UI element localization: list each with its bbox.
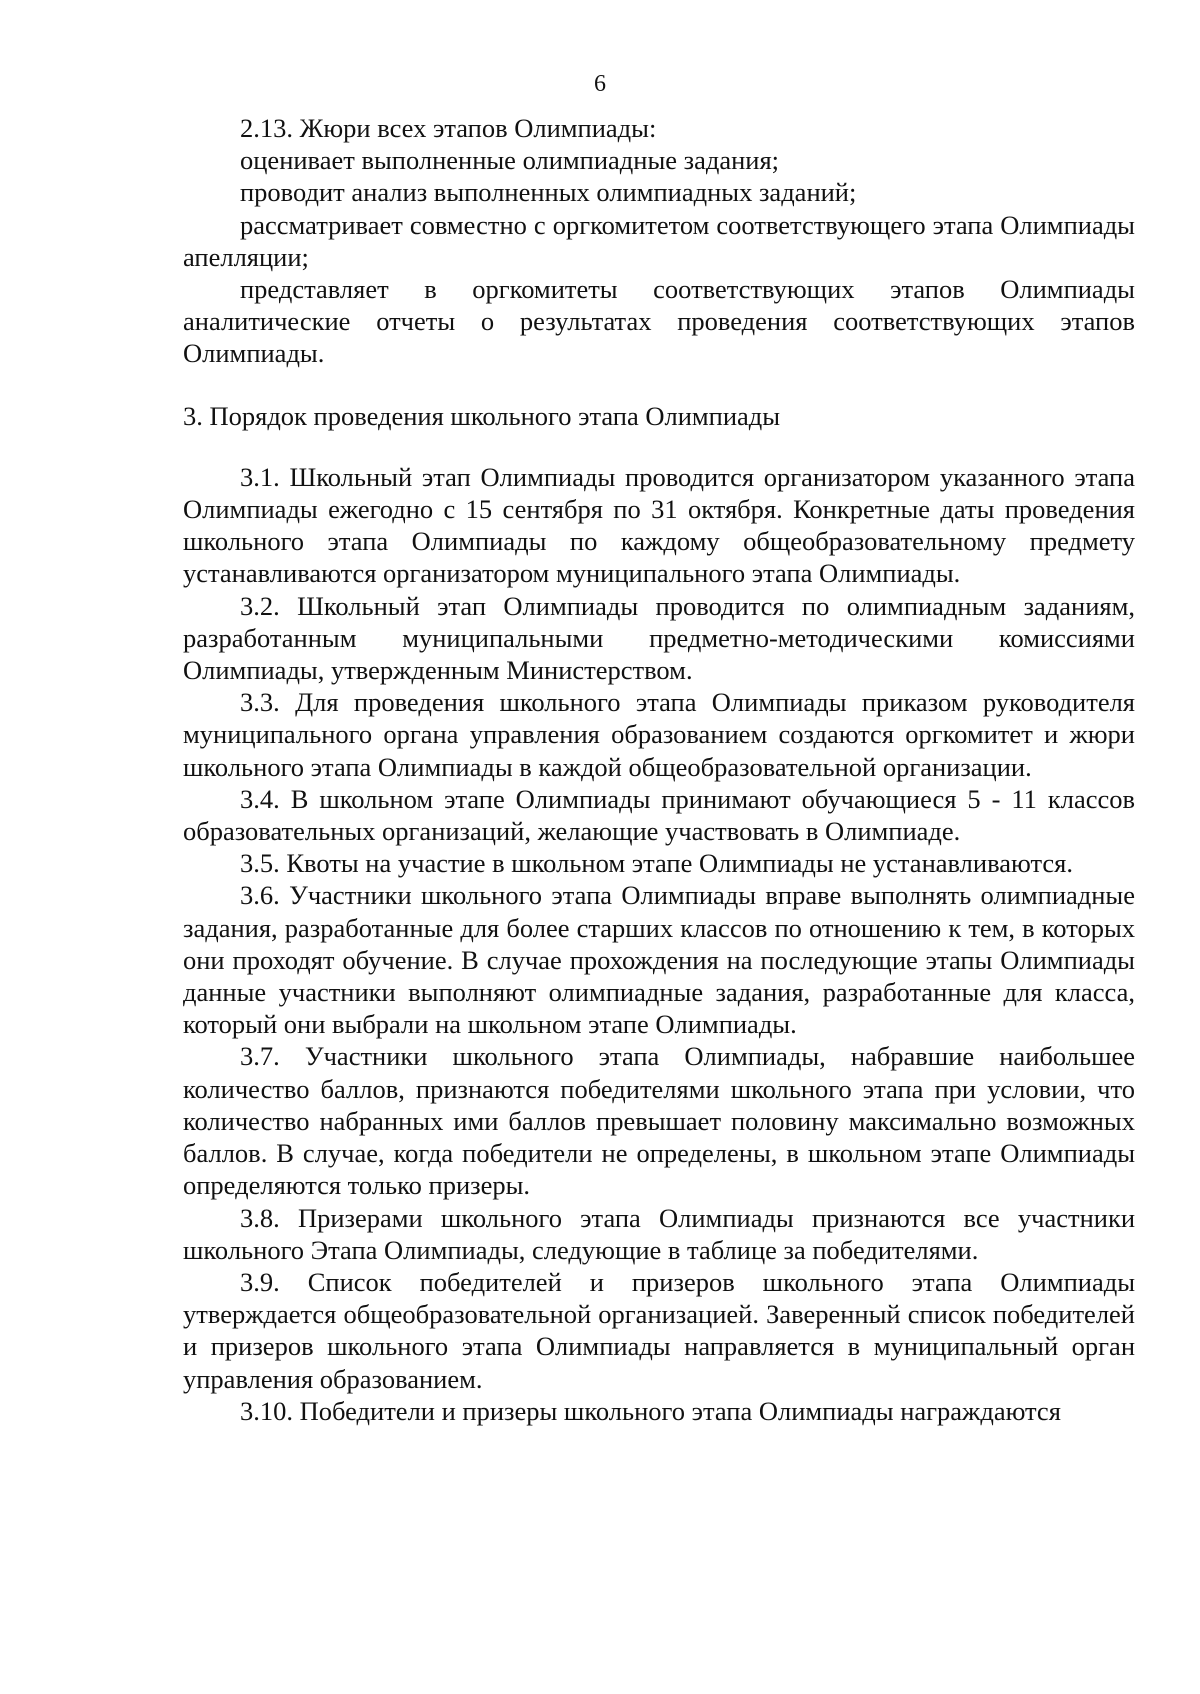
paragraph-3-10: 3.10. Победители и призеры школьного этапа Олимпиады награждаются bbox=[240, 1395, 1061, 1426]
paragraph-3-1: 3.1. Школьный этап Олимпиады проводится организатором указанного этапа Олимпиады ежегодно с 15 сентября по 31 октября. Конкретные даты проведения школьного этапа Олимпиады по каждому общеобразовательному предмету устанавливаются организатором муниципального этапа Олимпиады. bbox=[183, 461, 1135, 589]
paragraph-3-4: 3.4. В школьном этапе Олимпиады принимают обучающиеся 5 - 11 классов образовательных организаций, желающие участвовать в Олимпиаде. bbox=[183, 783, 1135, 847]
paragraph-2-13: 2.13. Жюри всех этапов Олимпиады: bbox=[240, 113, 657, 143]
jury-duty-item: рассматривает совместно с оргкомитетом соответствующего этапа Олимпиады апелляции; bbox=[183, 209, 1135, 272]
paragraph-3-8: 3.8. Призерами школьного этапа Олимпиады признаются все участники школьного Этапа Олимпиады, следующие в таблице за победителями. bbox=[183, 1202, 1135, 1265]
jury-duty-item: оценивает выполненные олимпиадные задания; bbox=[240, 145, 780, 176]
paragraph-3-6: 3.6. Участники школьного этапа Олимпиады вправе выполнять олимпиадные задания, разработанные для более старших классов по отношению к тем, в которых они проходят обучение. В случае прохождения на последующие этапы Олимпиады данные участники выполняют олимпиадные задания, разработанные для класса, который они выбрали на школьном этапе Олимпиады. bbox=[183, 880, 1135, 1040]
section-3-heading: 3. Порядок проведения школьного этапа Олимпиады bbox=[183, 400, 781, 431]
paragraph-3-7: 3.7. Участники школьного этапа Олимпиады, набравшие наибольшее количество баллов, признаются победителями школьного этапа при условии, что количество набранных ими баллов превышает половину максимально возможных баллов. В случае, когда победители не определены, в школьном этапе Олимпиады определяются только призеры. bbox=[183, 1041, 1135, 1201]
jury-duty-item: представляет в оргкомитеты соответствующих этапов Олимпиады аналитические отчеты о результатах проведения соответствующих этапов Олимпиады. bbox=[183, 274, 1135, 369]
paragraph-3-2: 3.2. Школьный этап Олимпиады проводится по олимпиадным заданиям, разработанным муниципальными предметно-методическими комиссиями Олимпиады, утвержденным Министерством. bbox=[183, 590, 1135, 686]
document-body bbox=[183, 112, 1135, 1427]
paragraph-3-5: 3.5. Квоты на участие в школьном этапе Олимпиады не устанавливаются. bbox=[240, 848, 1073, 879]
paragraph-3-3: 3.3. Для проведения школьного этапа Олимпиады приказом руководителя муниципального органа управления образованием создаются оргкомитет и жюри школьного этапа Олимпиады в каждой общеобразовательной организации. bbox=[183, 687, 1135, 782]
page-number: 6 bbox=[594, 71, 606, 97]
jury-duty-item: проводит анализ выполненных олимпиадных заданий; bbox=[240, 177, 857, 208]
paragraph-3-9: 3.9. Список победителей и призеров школьного этапа Олимпиады утверждается общеобразовательной организацией. Заверенный список победителей и призеров школьного этапа Олимпиады направляется в муниципальный орган управления образованием. bbox=[183, 1266, 1135, 1394]
